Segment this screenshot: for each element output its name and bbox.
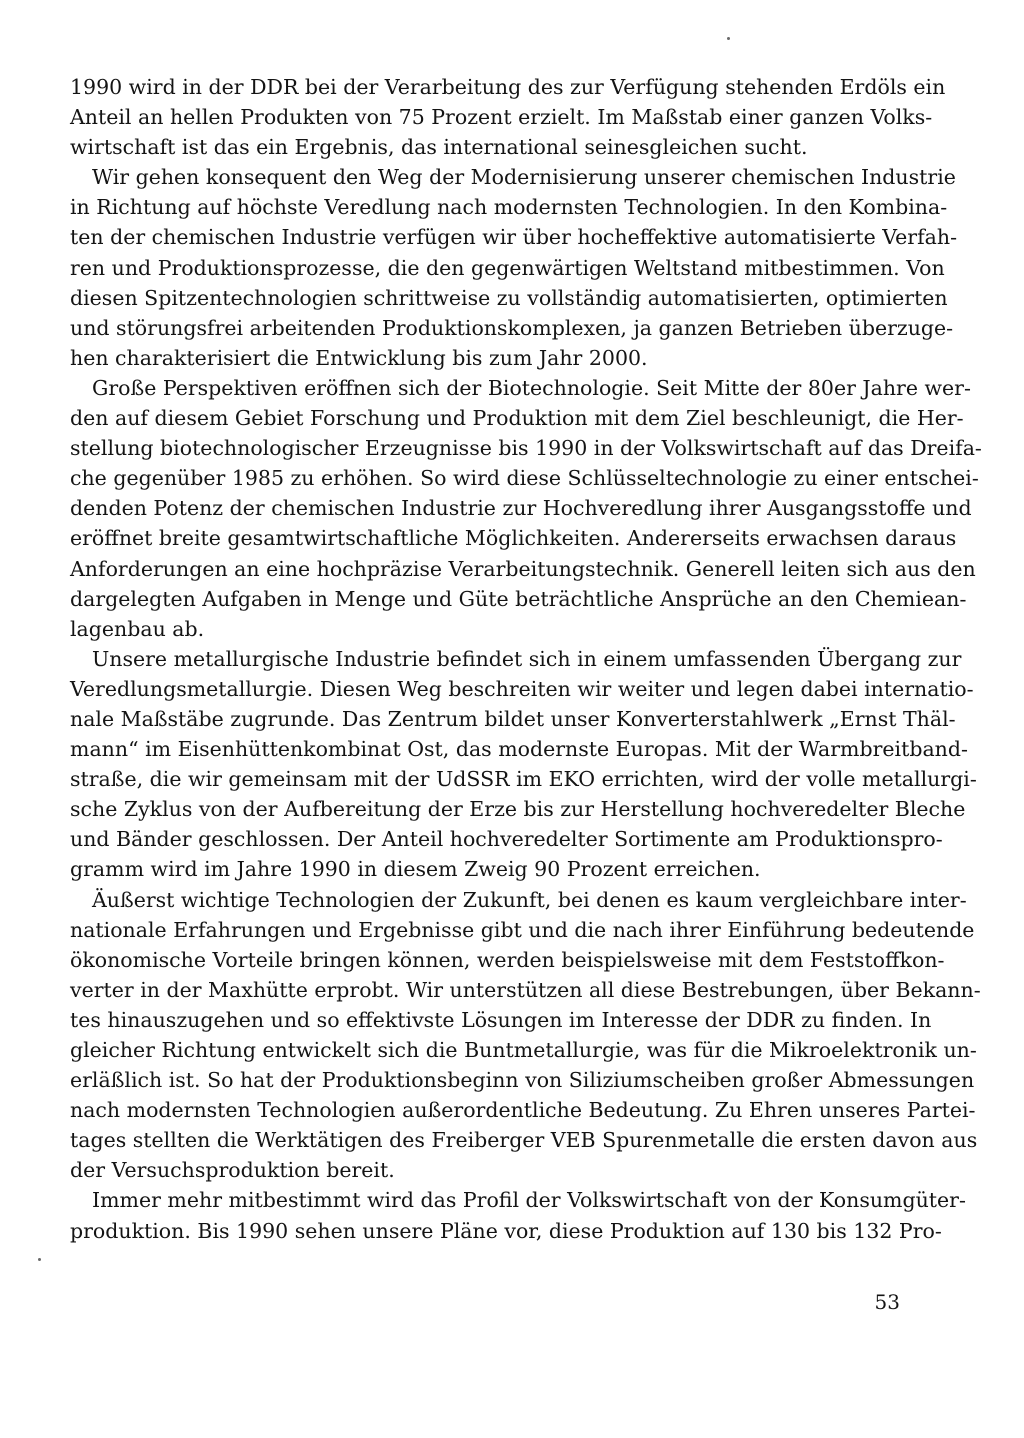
text-line: che gegenüber 1985 zu erhöhen. So wird diese Schlüsseltechnologie zu einer entschei- [70,466,979,491]
text-line: Anforderungen an eine hochpräzise Verarbeitungstechnik. Generell leiten sich aus den [70,556,976,581]
text-line: Große Perspektiven eröffnen sich der Biotechnologie. Seit Mitte der 80er Jahre wer- [92,375,971,400]
text-line: nale Maßstäbe zugrunde. Das Zentrum bildet unser Konverterstahlwerk „Ernst Thäl- [70,706,956,731]
text-line: und störungsfrei arbeitenden Produktionskomplexen, ja ganzen Betrieben überzuge- [70,315,954,340]
text-line: Unsere metallurgische Industrie befindet sich in einem umfassenden Übergang zur [92,646,962,671]
text-line: lagenbau ab. [70,616,205,641]
text-line: 1990 wird in der DDR bei der Verarbeitung des zur Verfügung stehenden Erdöls ein [70,75,946,99]
body-text [70,72,982,1246]
paragraph [70,162,958,373]
text-line: erläßlich ist. So hat der Produktionsbeginn von Siliziumscheiben großer Abmessungen [70,1068,975,1093]
paragraph [70,72,946,162]
text-line: tages stellten die Werktätigen des Freiberger VEB Spurenmetalle die ersten davon aus [70,1128,978,1153]
paragraph [70,373,982,644]
text-line: diesen Spitzentechnologien schrittweise zu vollständig automatisierten, optimierten [70,285,948,310]
text-line: tes hinauszugehen und so effektivste Lösungen im Interesse der DDR zu finden. In [70,1007,932,1032]
text-line: denden Potenz der chemischen Industrie zur Hochveredlung ihrer Ausgangsstoffe und [70,496,972,521]
text-line: sche Zyklus von der Aufbereitung der Erze bis zur Herstellung hochveredelter Bleche [70,797,966,822]
text-line: der Versuchsproduktion bereit. [70,1158,395,1183]
text-line: Wir gehen konsequent den Weg der Modernisierung unserer chemischen Industrie [92,165,956,190]
text-line: wirtschaft ist das ein Ergebnis, das international seinesgleichen sucht. [70,135,808,160]
text-line: den auf diesem Gebiet Forschung und Produktion mit dem Ziel beschleunigt, die Her- [70,406,964,431]
paragraph [70,885,981,1186]
scan-speck [727,37,730,40]
text-line: ren und Produktionsprozesse, die den gegenwärtigen Weltstand mitbestimmen. Von [70,255,945,280]
text-line: Immer mehr mitbestimmt wird das Profil der Volkswirtschaft von der Konsumgüter- [92,1188,966,1213]
paragraph [70,644,977,885]
text-line: nach modernsten Technologien außerordentliche Bedeutung. Zu Ehren unseres Partei- [70,1098,976,1123]
text-line: straße, die wir gemeinsam mit der UdSSR im EKO errichten, wird der volle metallurgi- [70,767,977,792]
text-line: hen charakterisiert die Entwicklung bis zum Jahr 2000. [70,345,648,370]
text-line: Anteil an hellen Produkten von 75 Prozent erzielt. Im Maßstab einer ganzen Volks- [70,105,933,130]
text-line: mann“ im Eisenhüttenkombinat Ost, das modernste Europas. Mit der Warmbreitband- [70,737,968,762]
text-line: eröffnet breite gesamtwirtschaftliche Möglichkeiten. Andererseits erwachsen daraus [70,526,957,551]
text-line: gramm wird im Jahre 1990 in diesem Zweig 90 Prozent erreichen. [70,857,761,882]
text-line: in Richtung auf höchste Veredlung nach modernsten Technologien. In den Kombina- [70,195,948,220]
text-line: und Bänder geschlossen. Der Anteil hochveredelter Sortimente am Produktionspro- [70,827,943,852]
text-line: gleicher Richtung entwickelt sich die Buntmetallurgie, was für die Mikroelektronik un- [70,1038,977,1062]
text-line: nationale Erfahrungen und Ergebnisse gibt und die nach ihrer Einführung bedeutende [70,917,975,942]
text-line: Veredlungsmetallurgie. Diesen Weg beschreiten wir weiter und legen dabei internatio- [70,676,974,701]
text-line: stellung biotechnologischer Erzeugnisse bis 1990 in der Volkswirtschaft auf das Dreifa- [70,436,982,461]
text-line: ten der chemischen Industrie verfügen wir über hocheffektive automatisierte Verfah- [70,225,958,250]
scan-speck [38,1258,41,1261]
page-number: 53 [874,1290,900,1314]
text-line: ökonomische Vorteile bringen können, werden beispielsweise mit dem Feststoffkon- [70,947,945,972]
text-line: produktion. Bis 1990 sehen unsere Pläne vor, diese Produktion auf 130 bis 132 Pro- [70,1218,942,1243]
text-line: verter in der Maxhütte erprobt. Wir unterstützen all diese Bestrebungen, über Bekann- [70,977,981,1002]
text-line: Äußerst wichtige Technologien der Zukunft, bei denen es kaum vergleichbare inter- [92,887,967,912]
paragraph [70,1185,966,1245]
text-line: dargelegten Aufgaben in Menge und Güte beträchtliche Ansprüche an den Chemiean- [70,586,967,611]
